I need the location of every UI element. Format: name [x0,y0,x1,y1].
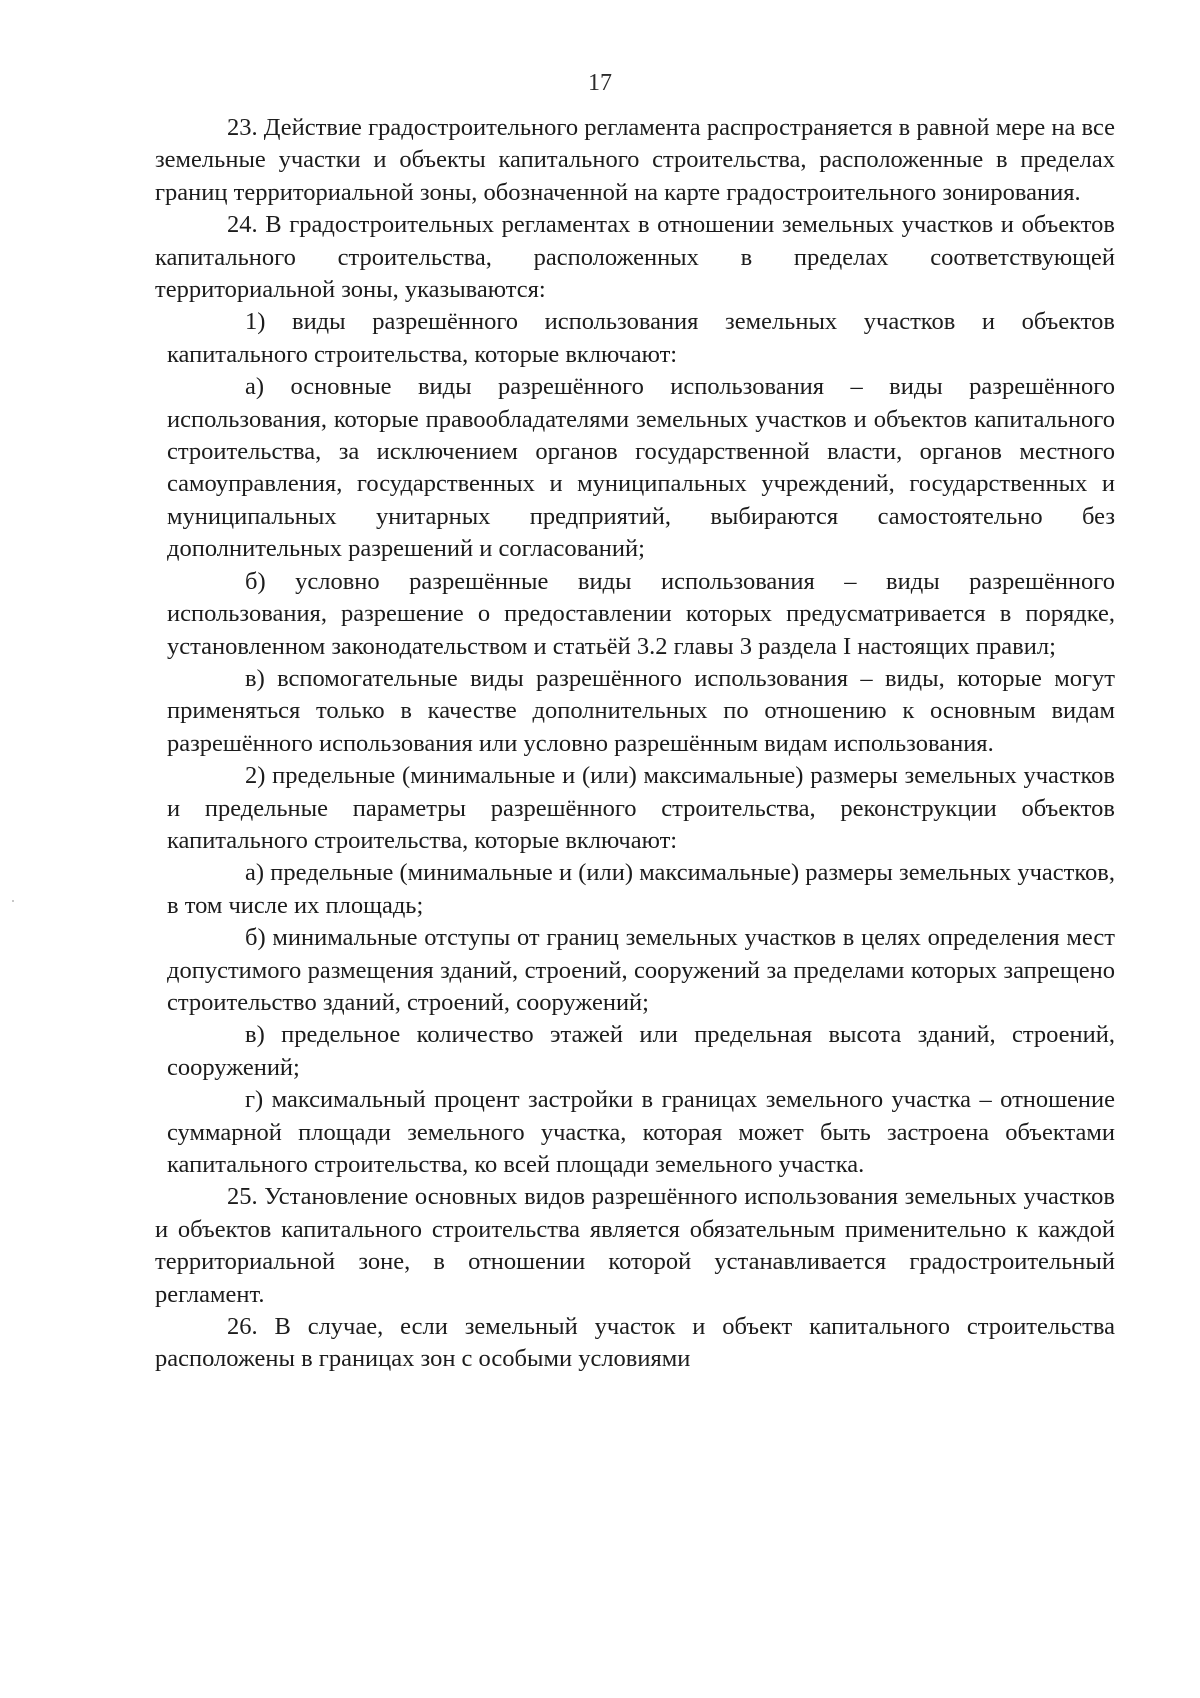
paragraph-item-2v: в) предельное количество этажей или предельная высота зданий, строений, сооружений; [167,1021,1115,1081]
paragraph-item-2: 2) предельные (минимальные и (или) максимальные) размеры земельных участков и предельные параметры разрешённого строительства, реконструкции объектов капитального строительства, которые включают: [167,762,1115,854]
paragraph-item-1: 1) виды разрешённого использования земельных участков и объектов капитального строительства, которые включают: [167,308,1115,368]
paragraph-item-1v: в) вспомогательные виды разрешённого использования – виды, которые могут применяться только в качестве дополнительных по отношению к основным видам разрешённого использования или условно разрешённым видам использования. [167,664,1115,757]
scan-speck [12,900,14,902]
paragraph-item-2a: а) предельные (минимальные и (или) максимальные) размеры земельных участков, в том числе их площадь; [167,859,1115,919]
paragraph-clause-23: 23. Действие градостроительного регламента распространяется в равной мере на все земельные участки и объекты капитального строительства, расположенные в пределах границ территориальной зоны, обозначенной на карте градостроительного зонирования. [155,114,1115,206]
paragraph-clause-24: 24. В градостроительных регламентах в отношении земельных участков и объектов капитального строительства, расположенных в пределах соответствующей территориальной зоны, указываются: [155,211,1115,304]
paragraph-item-1a: а) основные виды разрешённого использования – виды разрешённого использования, которые правообладателями земельных участков и объектов капитального строительства, за исключением органов государственной власти, органов местного самоуправления, государственных и муниципальных учреждений, государственных и муниципальных унитарных предприятий, выбираются самостоятельно без дополнительных разрешений и согласований; [167,373,1115,563]
paragraph-clause-26: 26. В случае, если земельный участок и объект капитального строительства расположены в границах зон с особыми условиями [155,1313,1115,1373]
paragraph-item-1b: б) условно разрешённые виды использования – виды разрешённого использования, разрешение о предоставлении которых предусматривается в порядке, установленном законодательством и статьёй 3.2 главы 3 раздела I настоящих правил; [167,567,1115,660]
page-number: 17 [588,70,612,96]
paragraph-clause-25: 25. Установление основных видов разрешённого использования земельных участков и объектов капитального строительства является обязательным применительно к каждой территориальной зоне, в отношении которой устанавливается градостроительный регламент. [155,1183,1115,1308]
paragraph-item-2b: б) минимальные отступы от границ земельных участков в целях определения мест допустимого размещения зданий, строений, сооружений за пределами которых запрещено строительство зданий, строений, сооружений; [167,924,1115,1016]
paragraph-item-2g: г) максимальный процент застройки в границах земельного участка – отношение суммарной площади земельного участка, которая может быть застроена объектами капитального строительства, ко всей площади земельного участка. [167,1086,1115,1178]
document-body [155,112,1115,1376]
